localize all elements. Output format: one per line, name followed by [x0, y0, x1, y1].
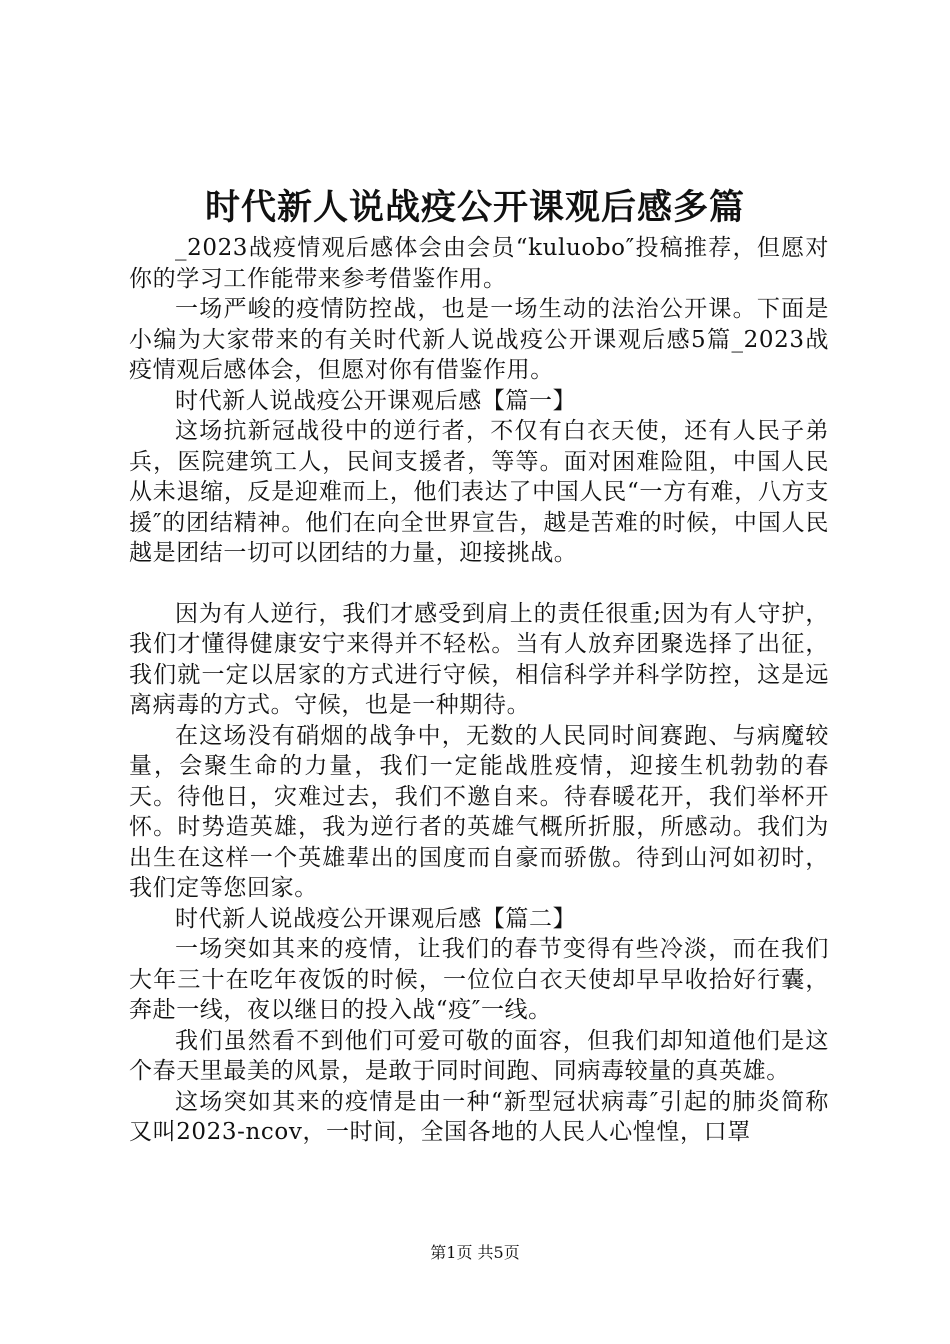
- section-heading-2: 时代新人说战疫公开课观后感【篇二】: [175, 905, 577, 932]
- paragraph-summary: 一场严峻的疫情防控战，也是一场生动的法治公开课。下面是小编为大家带来的有关时代新人说战疫公开课观后感5篇_2023战疫情观后感体会，但愿对你有借鉴作用。: [129, 296, 829, 383]
- page-number-footer: 第1页 共5页: [430, 1243, 520, 1262]
- paragraph: 我们虽然看不到他们可爱可敬的面容，但我们却知道他们是这个春天里最美的风景，是敢于同时间跑、同病毒较量的真英雄。: [129, 1027, 829, 1084]
- paragraph: 在这场没有硝烟的战争中，无数的人民同时间赛跑、与病魔较量，会聚生命的力量，我们一定能战胜疫情，迎接生机勃勃的春天。待他日，灾难过去，我们不邀自来。待春暖花开，我们举杯开怀。时势造英雄，我为逆行者的英雄气概所折服，所感动。我们为出生在这样一个英雄辈出的国度而自豪而骄傲。待到山河如初时，我们定等您回家。: [129, 722, 829, 901]
- section-heading-1: 时代新人说战疫公开课观后感【篇一】: [175, 387, 577, 414]
- paragraph: 一场突如其来的疫情，让我们的春节变得有些冷淡，而在我们大年三十在吃年夜饭的时候，一位位白衣天使却早早收拾好行囊，奔赴一线，夜以继日的投入战“疫″一线。: [129, 936, 829, 1023]
- paragraph: 这场抗新冠战役中的逆行者，不仅有白衣天使，还有人民子弟兵，医院建筑工人，民间支援者，等等。面对困难险阻，中国人民从未退缩，反是迎难而上，他们表达了中国人民“一方有难，八方支援″的团结精神。他们在向全世界宣告，越是苦难的时候，中国人民越是团结一切可以团结的力量，迎接挑战。: [129, 418, 829, 566]
- paragraph-intro: _2023战疫情观后感体会由会员“kuluobo″投稿推荐，但愿对你的学习工作能带来参考借鉴作用。: [129, 235, 829, 292]
- document-body: [129, 233, 829, 1148]
- document-title: 时代新人说战疫公开课观后感多篇: [204, 187, 745, 228]
- paragraph: 因为有人逆行，我们才感受到肩上的责任很重;因为有人守护，我们才懂得健康安宁来得并不轻松。当有人放弃团聚选择了出征，我们就一定以居家的方式进行守候，相信科学并科学防控，这是远离病毒的方式。守候，也是一种期待。: [129, 600, 829, 718]
- paragraph: 这场突如其来的疫情是由一种“新型冠状病毒″引起的肺炎简称又叫2023-ncov，一时间，全国各地的人民人心惶惶，口罩: [129, 1088, 829, 1145]
